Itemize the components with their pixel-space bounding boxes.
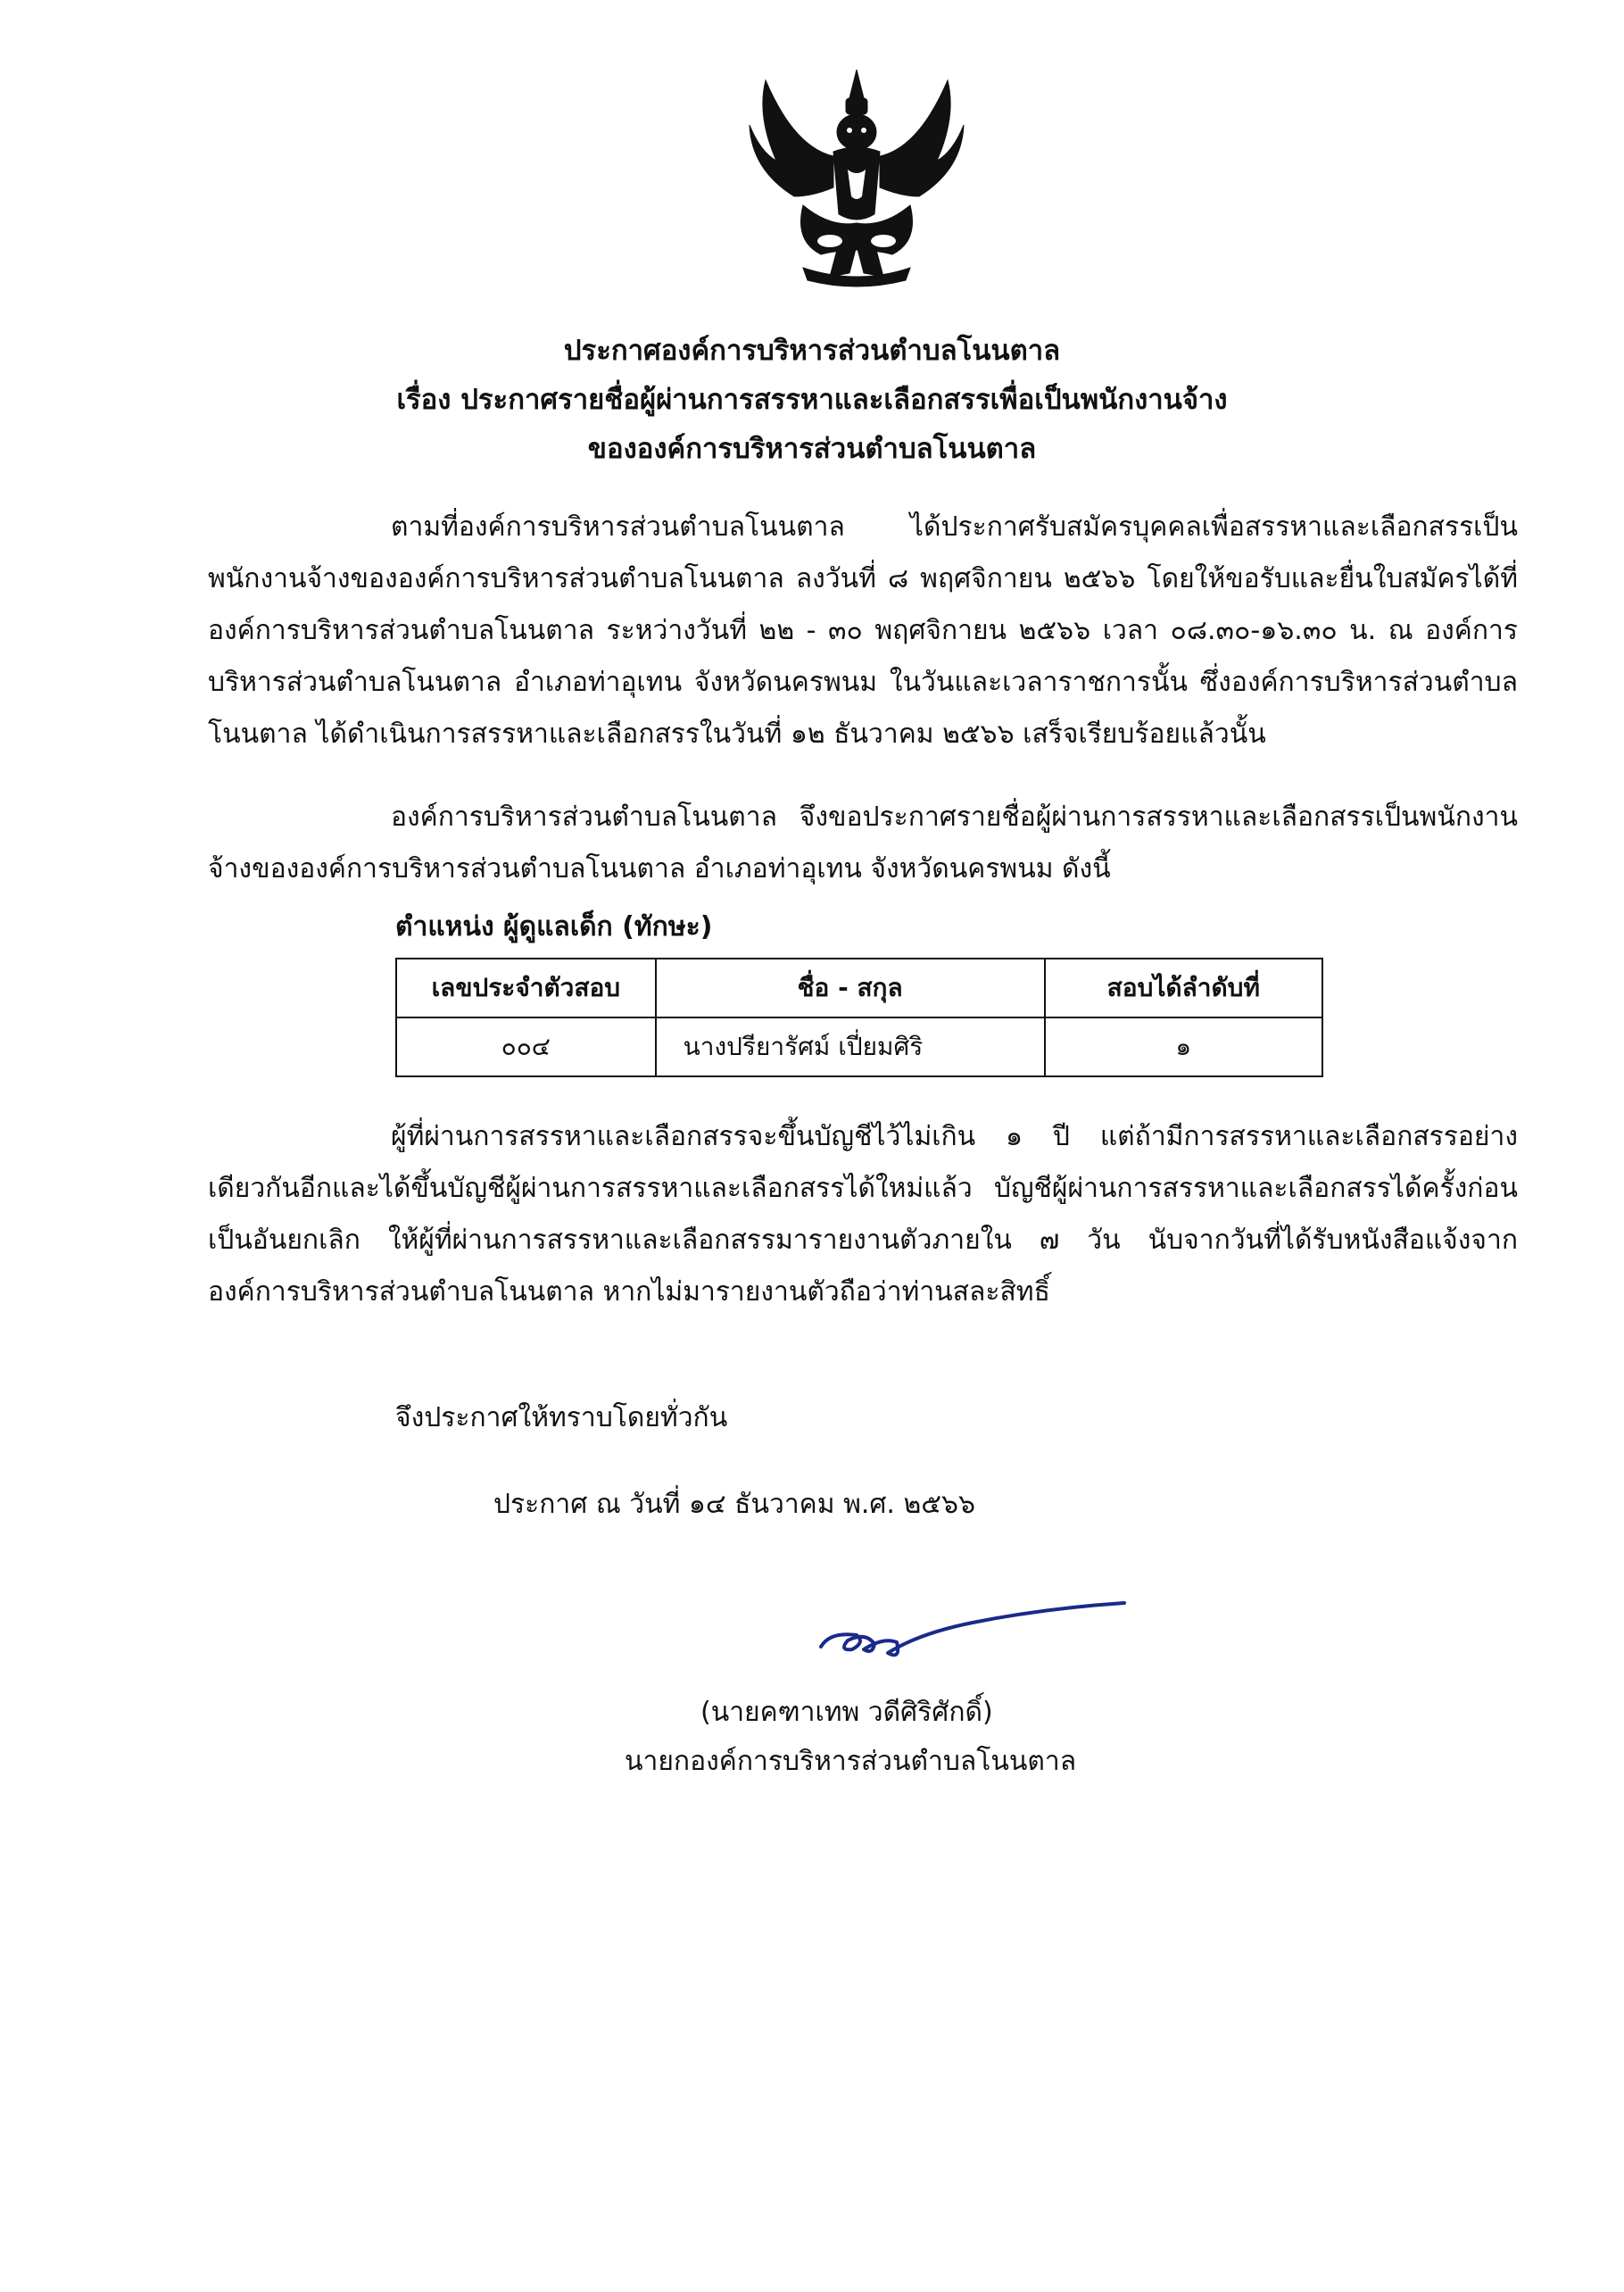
paragraph-3-text: ผู้ที่ผ่านการสรรหาและเลือกสรรจะขึ้นบัญชีไว้ไม่เกิน ๑ ปี แต่ถ้ามีการสรรหาและเลือกสรรอย่างเดียวกันอีกและได้ขึ้นบัญชีผู้ผ่านการสรรหาและเลือกสรรได้ใหม่แล้ว บัญชีผู้ผ่านการสรรหาและเลือกสรรได้ครั้งก่อนเป็นอันยกเลิก ให้ผู้ที่ผ่านการสรรหาและเลือกสรรมารายงานตัวภายใน ๗ วัน นับจากวันที่ได้รับหนังสือแจ้งจากองค์การบริหารส่วนตำบลโนนตาล หากไม่มารายงานตัวถือว่าท่านสละสิทธิ์ (208, 1121, 1518, 1308)
table-row (396, 1017, 1322, 1076)
cell-rank: ๑ (1045, 1017, 1322, 1076)
column-header-name: ชื่อ - สกุล (656, 959, 1045, 1017)
signatory-name: (นายคฑาเทพ วดีศิริศักดิ์) (700, 1697, 993, 1728)
announcement-title: ประกาศองค์การบริหารส่วนตำบลโนนตาล (563, 335, 1061, 367)
cell-name: นางปรียารัศม์ เปี่ยมศิริ (656, 1017, 1045, 1076)
paragraph-2-text: องค์การบริหารส่วนตำบลโนนตาล จึงขอประกาศรายชื่อผู้ผ่านการสรรหาและเลือกสรรเป็นพนักงานจ้างขององค์การบริหารส่วนตำบลโนนตาล อำเภอท่าอุเทน จังหวัดนครพนม ดังนี้ (208, 801, 1518, 884)
announcement-subject: เรื่อง ประกาศรายชื่อผู้ผ่านการสรรหาและเลือกสรรเพื่อเป็นพนักงานจ้าง (396, 384, 1228, 416)
cell-exam-id: ๐๐๔ (396, 1017, 656, 1076)
announcement-subject-continued: ขององค์การบริหารส่วนตำบลโนนตาล (587, 433, 1037, 465)
position-title: ตำแหน่ง ผู้ดูแลเด็ก (ทักษะ) (395, 911, 713, 943)
column-header-rank: สอบได้ลำดับที่ (1045, 959, 1322, 1017)
table-header-row (396, 959, 1322, 1017)
closing-line: จึงประกาศให้ทราบโดยทั่วกัน (395, 1402, 728, 1433)
paragraph-2 (208, 792, 1518, 895)
garuda-emblem-icon (741, 62, 973, 295)
signatory-title: นายกองค์การบริหารส่วนตำบลโนนตาล (625, 1746, 1077, 1777)
results-table (395, 958, 1323, 1077)
signature-icon (812, 1598, 1133, 1669)
column-header-exam-id: เลขประจำตัวสอบ (396, 959, 656, 1017)
paragraph-1-text: ตามที่องค์การบริหารส่วนตำบลโนนตาล ได้ประกาศรับสมัครบุคคลเพื่อสรรหาและเลือกสรรเป็นพนักงานจ้างขององค์การบริหารส่วนตำบลโนนตาล ลงวันที่ ๘ พฤศจิกายน ๒๕๖๖ โดยให้ขอรับและยื่นใบสมัครได้ที่องค์การบริหารส่วนตำบลโนนตาล ระหว่างวันที่ ๒๒ - ๓๐ พฤศจิกายน ๒๕๖๖ เวลา ๐๘.๓๐-๑๖.๓๐ น. ณ องค์การบริหารส่วนตำบลโนนตาล อำเภอท่าอุเทน จังหวัดนครพนม ในวันและเวลาราชการนั้น ซึ่งองค์การบริหารส่วนตำบลโนนตาล ได้ดำเนินการสรรหาและเลือกสรรในวันที่ ๑๒ ธันวาคม ๒๕๖๖ เสร็จเรียบร้อยแล้วนั้น (208, 511, 1518, 750)
paragraph-3 (208, 1111, 1518, 1318)
paragraph-1 (208, 502, 1518, 760)
announcement-date: ประกาศ ณ วันที่ ๑๔ ธันวาคม พ.ศ. ๒๕๖๖ (493, 1489, 976, 1520)
